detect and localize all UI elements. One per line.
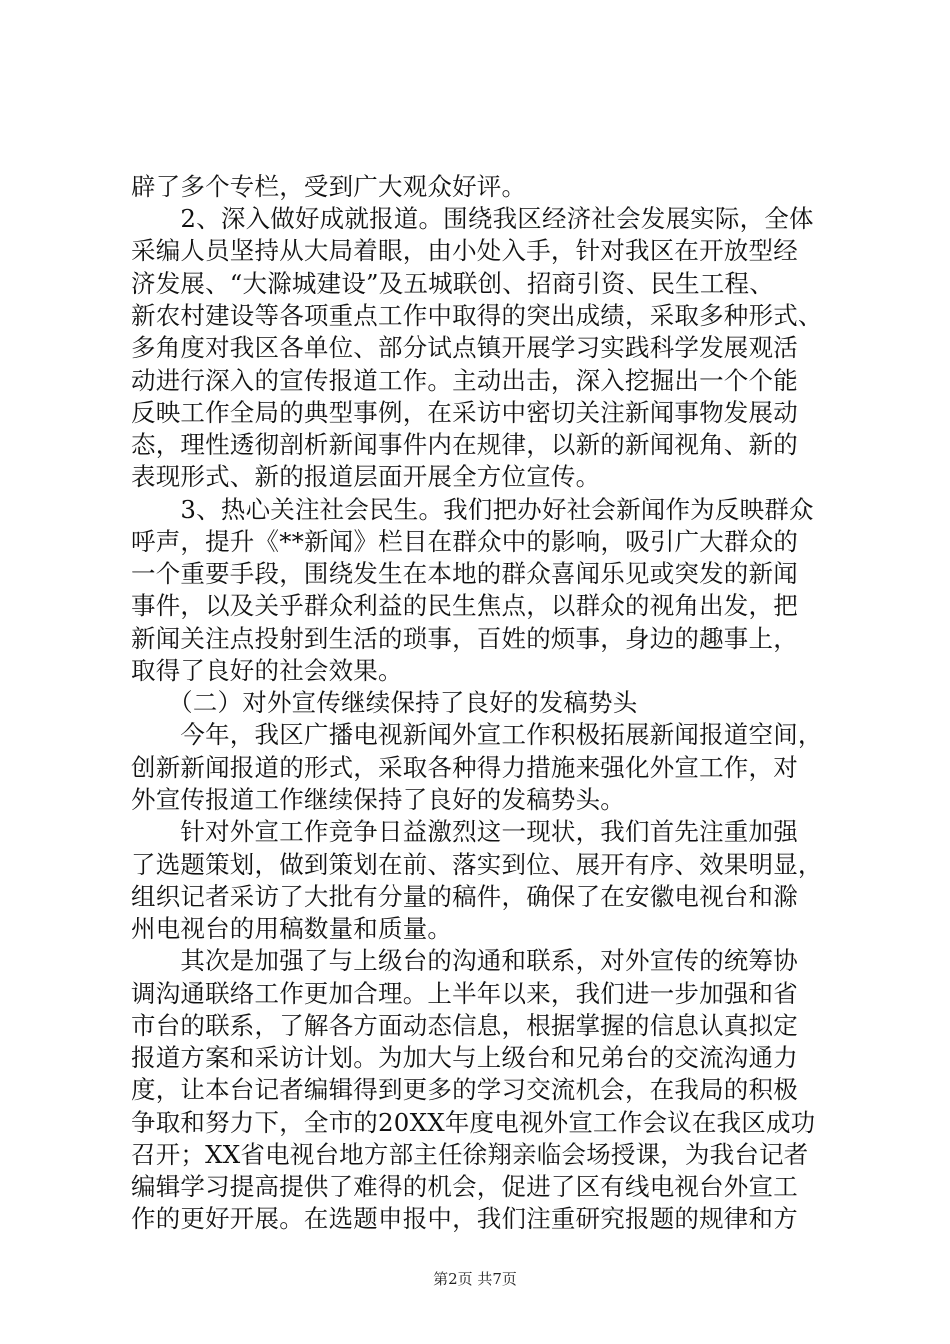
text-line: 编辑学习提高提供了难得的机会，促进了区有线电视台外宣工 [131, 1172, 798, 1201]
text-line: 新农村建设等各项重点工作中取得的突出成绩，采取多种形式、 [131, 301, 823, 330]
text-line: 今年，我区广播电视新闻外宣工作积极拓展新闻报道空间， [131, 720, 823, 749]
text-line: 报道方案和采访计划。为加大与上级台和兄弟台的交流沟通力 [131, 1043, 798, 1072]
text-line: 多角度对我区各单位、部分试点镇开展学习实践科学发展观活 [131, 333, 798, 362]
text-line: 采编人员坚持从大局着眼，由小处入手，针对我区在开放型经 [131, 236, 798, 265]
text-line: 呼声，提升《**新闻》栏目在群众中的影响，吸引广大群众的 [131, 527, 799, 556]
text-line: 针对外宣工作竞争日益激烈这一现状，我们首先注重加强 [131, 817, 798, 846]
text-line: 组织记者采访了大批有分量的稿件，确保了在安徽电视台和滁 [131, 882, 798, 911]
text-line: 召开；XX省电视台地方部主任徐翔亲临会场授课，为我台记者 [131, 1140, 809, 1169]
page-number: 第2页 共7页 [433, 1270, 517, 1288]
text-line: 动进行深入的宣传报道工作。主动出击，深入挖掘出一个个能 [131, 366, 798, 395]
text-line: 辟了多个专栏，受到广大观众好评。 [131, 172, 527, 201]
text-line: 反映工作全局的典型事例，在采访中密切关注新闻事物发展动 [131, 398, 798, 427]
text-line: 调沟通联络工作更加合理。上半年以来，我们进一步加强和省 [131, 979, 798, 1008]
text-line: 外宣传报道工作继续保持了良好的发稿势头。 [131, 785, 625, 814]
text-line: 州电视台的用稿数量和质量。 [131, 914, 453, 943]
text-line: 2、深入做好成就报道。围绕我区经济社会发展实际，全体 [131, 204, 814, 233]
text-line: 其次是加强了与上级台的沟通和联系，对外宣传的统筹协 [131, 946, 798, 975]
text-line: 新闻关注点投射到生活的琐事，百姓的烦事，身边的趣事上， [131, 624, 798, 653]
text-line: 取得了良好的社会效果。 [131, 656, 403, 685]
section-heading: （二）对外宣传继续保持了良好的发稿势头 [131, 688, 638, 717]
text-line: 了选题策划，做到策划在前、落实到位、展开有序、效果明显， [131, 850, 823, 879]
text-line: 市台的联系，了解各方面动态信息，根据掌握的信息认真拟定 [131, 1011, 798, 1040]
text-line: 一个重要手段，围绕发生在本地的群众喜闻乐见或突发的新闻 [131, 559, 798, 588]
text-line: 创新新闻报道的形式，采取各种得力措施来强化外宣工作，对 [131, 753, 798, 782]
text-line: 济发展、“大滁城建设”及五城联创、招商引资、民生工程、 [131, 269, 774, 298]
text-line: 3、热心关注社会民生。我们把办好社会新闻作为反映群众 [131, 495, 814, 524]
text-line: 度，让本台记者编辑得到更多的学习交流机会，在我局的积极 [131, 1075, 798, 1104]
text-line: 作的更好开展。在选题申报中，我们注重研究报题的规律和方 [131, 1204, 798, 1233]
text-line: 态，理性透彻剖析新闻事件内在规律，以新的新闻视角、新的 [131, 430, 798, 459]
text-line: 事件，以及关乎群众利益的民生焦点，以群众的视角出发，把 [131, 591, 798, 620]
text-line: 争取和努力下，全市的20XX年度电视外宣工作会议在我区成功 [131, 1108, 816, 1137]
text-line: 表现形式、新的报道层面开展全方位宣传。 [131, 462, 601, 491]
